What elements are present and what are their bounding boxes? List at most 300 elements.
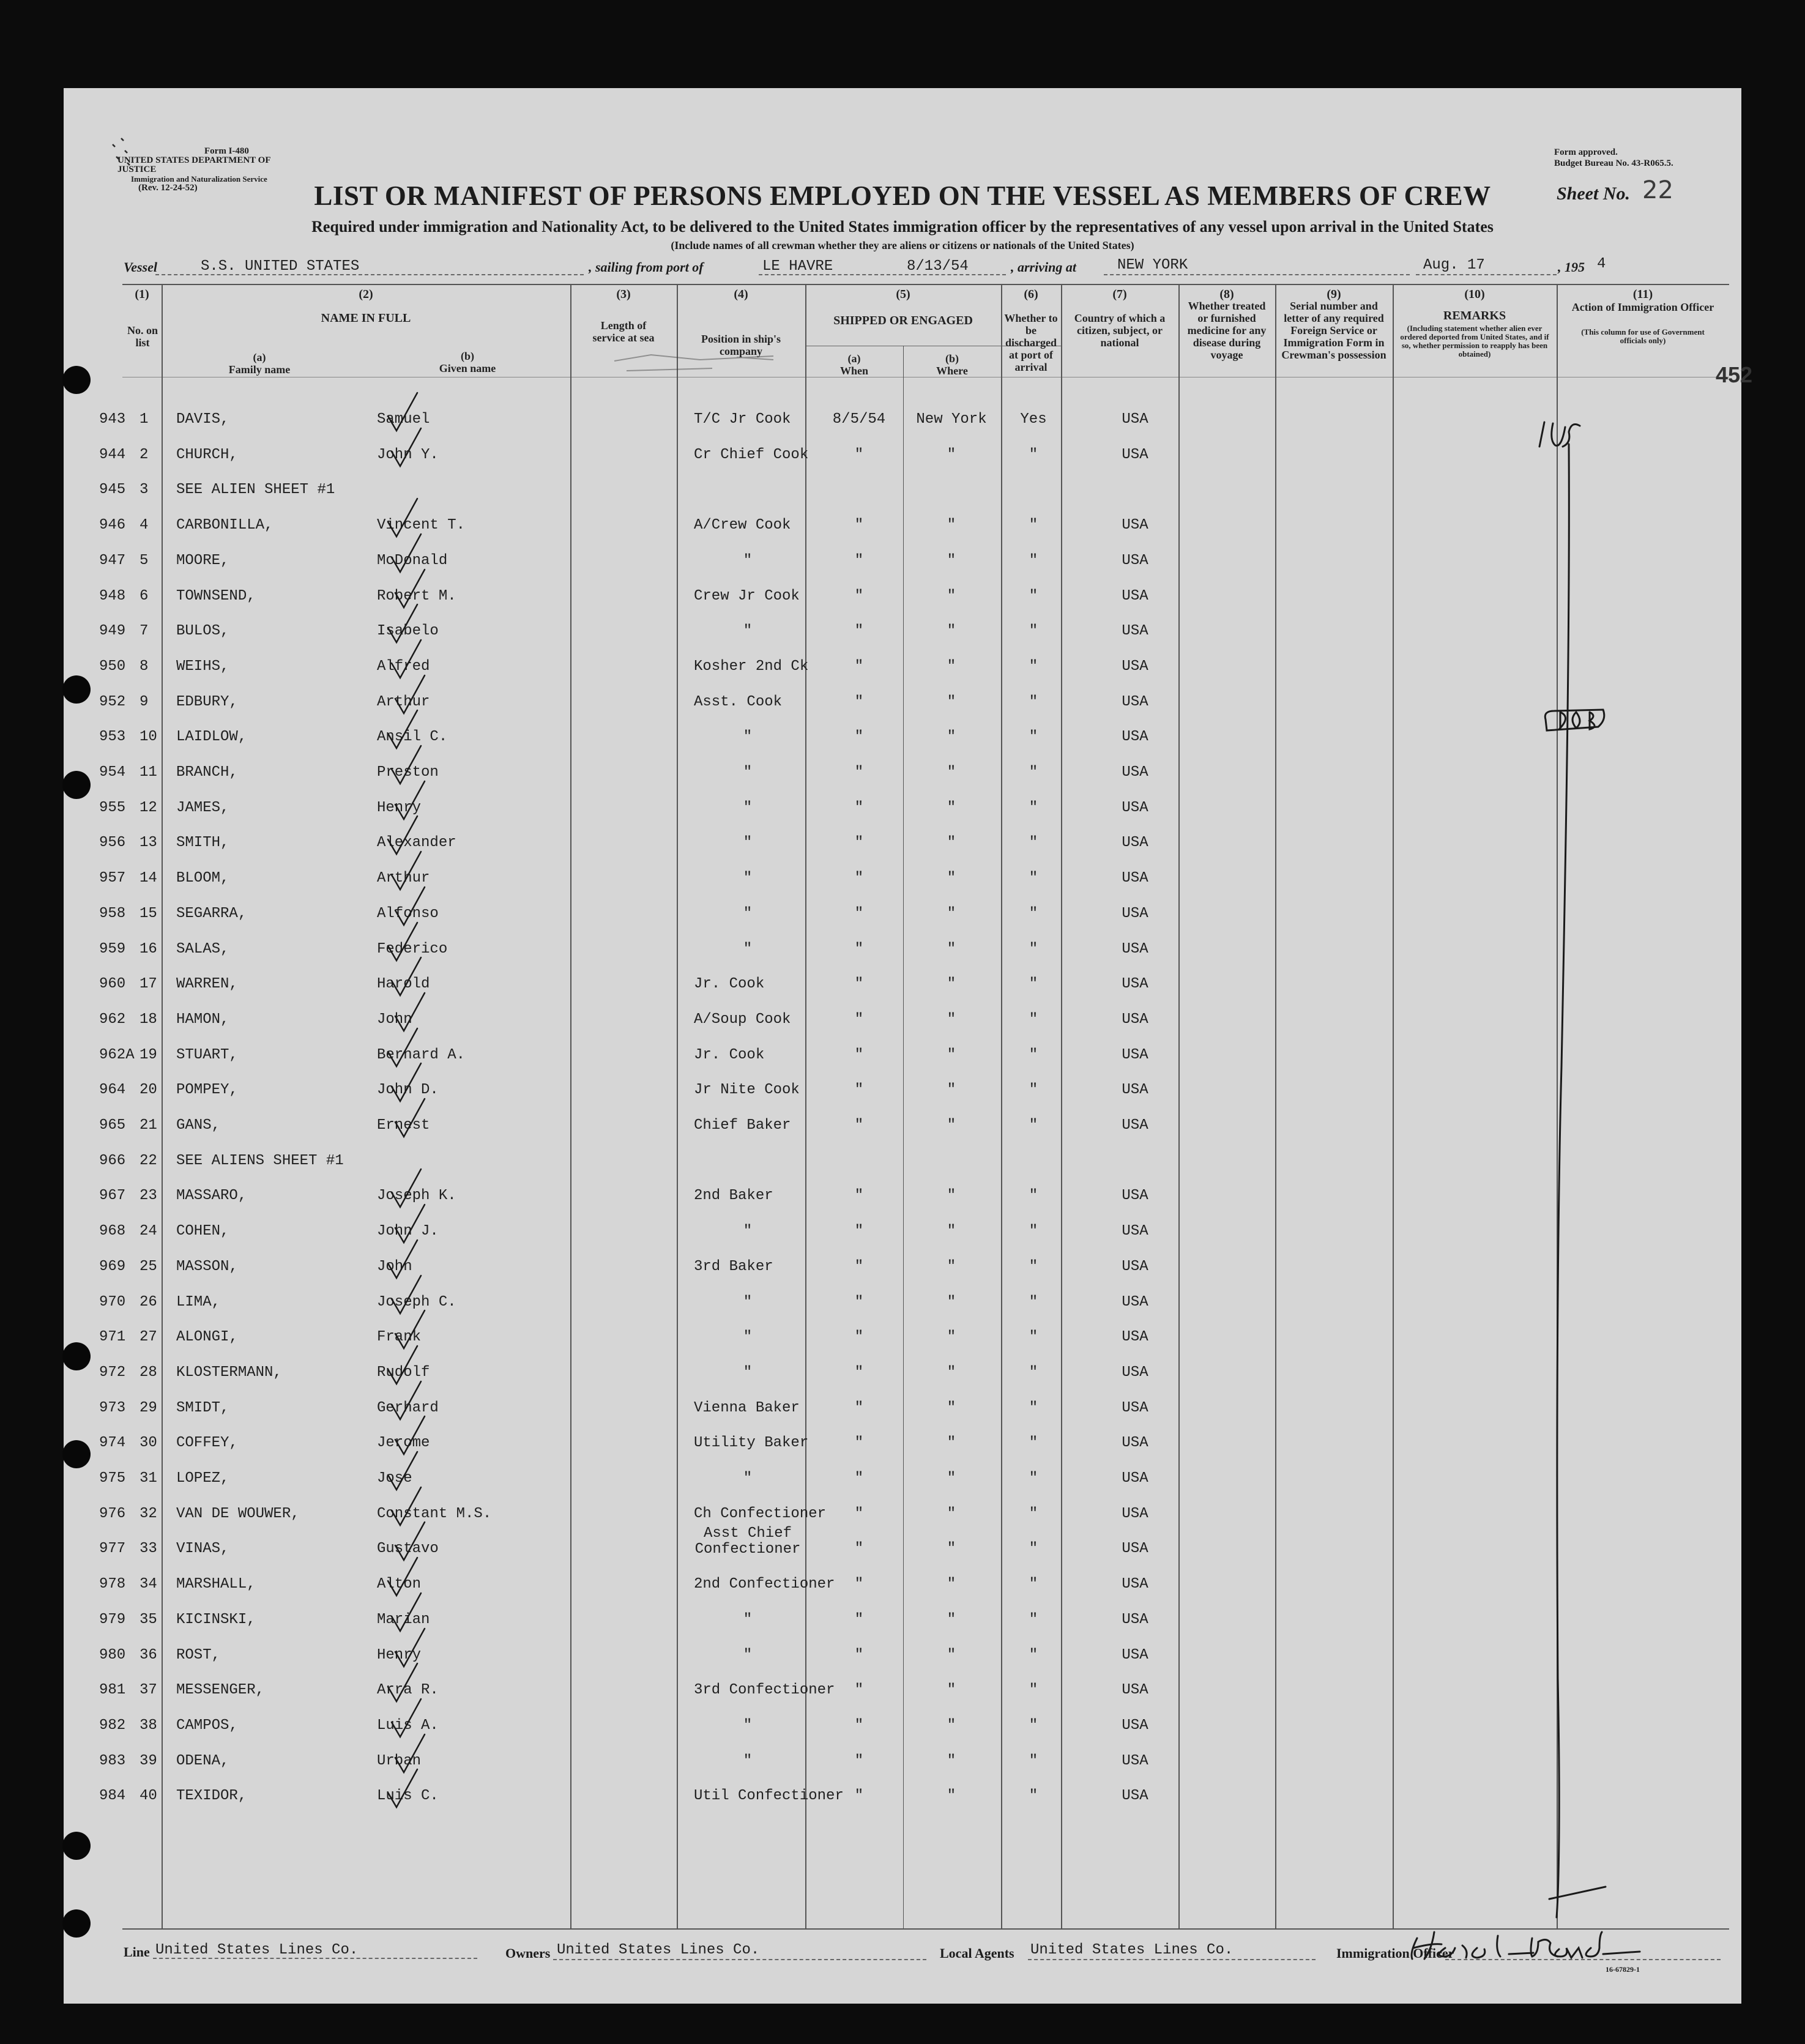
shipped-when: " (854, 1400, 864, 1416)
country: USA (1122, 517, 1148, 533)
position: Asst. Cook (694, 694, 783, 710)
table-row (64, 931, 1741, 968)
family-name: LAIDLOW, (176, 729, 247, 745)
col-10-note: (Including statement whether alien ever ordered deported from United States, and if so, whether permission to reapply has been obtained) (1400, 324, 1549, 359)
revision-date: (Rev. 12-24-52) (138, 183, 198, 193)
col-4-header: Position in ship's company (701, 333, 781, 357)
list-id: 983 (99, 1753, 126, 1769)
col-4-number: (4) (734, 288, 748, 301)
discharged: " (1029, 1788, 1038, 1804)
family-name: DAVIS, (176, 411, 229, 428)
list-id: 960 (99, 976, 126, 992)
country: USA (1122, 1082, 1148, 1098)
table-row (64, 1249, 1741, 1286)
agents-label: Local Agents (940, 1946, 1014, 1961)
given-name: Joseph C. (377, 1294, 456, 1310)
list-id: 962A (99, 1047, 135, 1063)
line-number: 12 (140, 800, 157, 816)
arrival-rule (1104, 274, 1410, 275)
family-name: MOORE, (176, 552, 229, 569)
discharged: " (1029, 623, 1038, 639)
discharged: " (1029, 1753, 1038, 1769)
discharged: " (1029, 694, 1038, 710)
position: " (743, 800, 753, 816)
sailing-date: 8/13/54 (907, 258, 969, 275)
footer (64, 1930, 1741, 1979)
country: USA (1122, 1576, 1148, 1592)
family-name: CAMPOS, (176, 1717, 238, 1734)
position: " (743, 623, 753, 639)
given-name: Constant M.S. (377, 1506, 492, 1522)
list-id: 953 (99, 729, 126, 745)
shipped-when: " (854, 1047, 864, 1063)
owners-rule (553, 1959, 926, 1960)
department-name: UNITED STATES DEPARTMENT OF JUSTICE (117, 155, 270, 174)
shipped-where: " (947, 1223, 956, 1239)
family-name: WEIHS, (176, 658, 229, 675)
shipped-where: " (947, 588, 956, 604)
shipped-when: " (854, 1258, 864, 1275)
country: USA (1122, 694, 1148, 710)
col-1-number: (1) (135, 288, 149, 301)
position: Crew Jr Cook (694, 588, 800, 604)
shipped-where: " (947, 905, 956, 922)
discharged: " (1029, 1294, 1038, 1310)
line-number: 37 (140, 1682, 157, 1698)
table-row (64, 1213, 1741, 1251)
col-5a-sub: (a) (847, 352, 861, 365)
given-name: John J. (377, 1223, 439, 1239)
position: " (743, 1647, 753, 1663)
family-name: MASSARO, (176, 1187, 247, 1204)
list-id: 964 (99, 1082, 126, 1098)
col-10-header: REMARKS (1443, 309, 1506, 322)
line-number: 23 (140, 1187, 157, 1204)
country: USA (1122, 729, 1148, 745)
country: USA (1122, 658, 1148, 675)
country: USA (1122, 1258, 1148, 1275)
shipped-when: " (854, 1753, 864, 1769)
position: " (743, 1753, 753, 1769)
family-name: SMIDT, (176, 1400, 229, 1416)
line-number: 4 (140, 517, 149, 533)
position: " (743, 941, 753, 957)
family-name: KLOSTERMANN, (176, 1364, 282, 1381)
given-name: Isabelo (377, 623, 439, 639)
shipped-where: " (947, 1435, 956, 1451)
position: " (743, 1329, 753, 1345)
line-number: 16 (140, 941, 157, 957)
shipped-when: " (854, 1682, 864, 1698)
col-6-header: Whether to be discharged at port of arrival (1004, 312, 1058, 373)
list-id: 950 (99, 658, 126, 675)
line-company: United States Lines Co. (155, 1942, 359, 1958)
line-number: 21 (140, 1117, 157, 1134)
col-2-header: NAME IN FULL (321, 311, 411, 325)
shipped-when: " (854, 729, 864, 745)
line-number: 33 (140, 1540, 157, 1557)
position: " (743, 552, 753, 569)
officer-rule (1445, 1959, 1721, 1960)
country: USA (1122, 1540, 1148, 1557)
table-row (64, 472, 1741, 509)
given-name: John (377, 1011, 412, 1028)
table-row (64, 719, 1741, 756)
family-name: BRANCH, (176, 764, 238, 781)
family-name: BLOOM, (176, 870, 229, 886)
form-approved: Form approved. (1554, 147, 1618, 157)
list-id: 978 (99, 1576, 126, 1592)
shipped-when: " (854, 1082, 864, 1098)
vessel-name: S.S. UNITED STATES (201, 258, 360, 275)
discharged: " (1029, 1223, 1038, 1239)
country: USA (1122, 800, 1148, 816)
shipped-when: " (854, 1294, 864, 1310)
country: USA (1122, 447, 1148, 463)
line-number: 6 (140, 588, 149, 604)
country: USA (1122, 1364, 1148, 1381)
country: USA (1122, 976, 1148, 992)
family-name: LIMA, (176, 1294, 221, 1310)
given-name: Federico (377, 941, 448, 957)
shipped-when: " (854, 905, 864, 922)
discharged: " (1029, 1682, 1038, 1698)
line-number: 25 (140, 1258, 157, 1275)
discharged: " (1029, 941, 1038, 957)
arrival-port: NEW YORK (1117, 257, 1188, 273)
position: Jr Nite Cook (694, 1082, 800, 1098)
shipped-when: " (854, 1611, 864, 1628)
line-number: 30 (140, 1435, 157, 1451)
discharged: " (1029, 834, 1038, 851)
shipped-where: " (947, 1682, 956, 1698)
shipped-where: " (947, 1294, 956, 1310)
table-row (64, 1778, 1741, 1815)
family-name: VAN DE WOUWER, (176, 1506, 300, 1522)
given-name: Urban (377, 1753, 422, 1769)
given-name: John (377, 1258, 412, 1275)
discharged: " (1029, 1082, 1038, 1098)
shipped-when: " (854, 1647, 864, 1663)
position: 3rd Baker (694, 1258, 773, 1275)
country: USA (1122, 1753, 1148, 1769)
given-name: Alton (377, 1576, 422, 1592)
country: USA (1122, 1011, 1148, 1028)
line-number: 8 (140, 658, 149, 675)
agents-company: United States Lines Co. (1030, 1942, 1234, 1958)
position: Ch Confectioner (694, 1506, 827, 1522)
position: Chief Baker (694, 1117, 791, 1134)
position: Jr. Cook (694, 976, 765, 992)
country: USA (1122, 1400, 1148, 1416)
voyage-line (64, 255, 1741, 279)
table-row (64, 1566, 1741, 1604)
position: " (743, 834, 753, 851)
line-number: 11 (140, 764, 157, 781)
col-2-number: (2) (359, 288, 373, 301)
shipped-where: " (947, 623, 956, 639)
approval-block (1554, 147, 1738, 169)
position: " (743, 870, 753, 886)
port-rule (759, 274, 1006, 275)
table-row (64, 825, 1741, 862)
given-name: Frank (377, 1329, 422, 1345)
line-label: Line (124, 1944, 150, 1960)
discharged: " (1029, 552, 1038, 569)
col-5a-header: When (839, 365, 868, 377)
table-row (64, 507, 1741, 544)
list-id: 979 (99, 1611, 126, 1628)
family-name: LOPEZ, (176, 1470, 229, 1487)
col-5b-header: Where (936, 365, 968, 377)
discharged: " (1029, 1258, 1038, 1275)
table-top-rule (122, 284, 1729, 285)
shipped-when: " (854, 1364, 864, 1381)
list-id: 965 (99, 1117, 126, 1134)
binder-hole (62, 1832, 91, 1860)
table-row (64, 684, 1741, 721)
list-id: 959 (99, 941, 126, 957)
discharged: " (1029, 976, 1038, 992)
given-name: Henry (377, 1647, 422, 1663)
country: USA (1122, 552, 1148, 569)
shipped-when: 8/5/54 (832, 411, 886, 428)
shipped-where: New York (916, 411, 987, 428)
line-number: 18 (140, 1011, 157, 1028)
margin-number: 452 (1716, 362, 1753, 387)
list-id: 954 (99, 764, 126, 781)
shipped-where: " (947, 1506, 956, 1522)
family-name: TOWNSEND, (176, 588, 256, 604)
table-row (64, 1107, 1741, 1145)
shipped-when: " (854, 834, 864, 851)
shipped-where: " (947, 1047, 956, 1063)
given-name: McDonald (377, 552, 448, 569)
sailing-label: , sailing from port of (589, 259, 704, 275)
country: USA (1122, 1329, 1148, 1345)
shipped-when: " (854, 1470, 864, 1487)
form-subtitle: Required under immigration and Nationality Act, to be delivered to the United States immigration officer by the representatives of any vessel upon arrival in the United States (311, 218, 1494, 236)
family-name: MASSON, (176, 1258, 238, 1275)
family-name: COHEN, (176, 1223, 229, 1239)
given-name: Preston (377, 764, 439, 781)
discharged: " (1029, 905, 1038, 922)
list-id: 971 (99, 1329, 126, 1345)
line-number: 15 (140, 905, 157, 922)
line-number: 19 (140, 1047, 157, 1063)
given-name: Bernard A. (377, 1047, 466, 1063)
shipped-where: " (947, 1011, 956, 1028)
col-1-header: No. on list (127, 324, 158, 349)
discharged: " (1029, 800, 1038, 816)
discharged: " (1029, 1717, 1038, 1734)
manifest-sheet (64, 88, 1753, 2004)
table-row (64, 754, 1741, 792)
shipped-when: " (854, 941, 864, 957)
shipped-where: " (947, 1788, 956, 1804)
position: Kosher 2nd Ck (694, 658, 809, 675)
officer-label: Immigration Officer (1336, 1946, 1454, 1961)
shipped-where: " (947, 1258, 956, 1275)
table-row (64, 790, 1741, 827)
position: A/Soup Cook (694, 1011, 791, 1028)
line-number: 28 (140, 1364, 157, 1381)
agents-rule (1028, 1959, 1316, 1960)
line-number: 40 (140, 1788, 157, 1804)
country: USA (1122, 588, 1148, 604)
discharged: " (1029, 1435, 1038, 1451)
shipped-when: " (854, 623, 864, 639)
line-number: 38 (140, 1717, 157, 1734)
shipped-when: " (854, 976, 864, 992)
table-row (64, 1355, 1741, 1392)
family-name: COFFEY, (176, 1435, 238, 1451)
line-number: 3 (140, 481, 149, 498)
line-number: 1 (140, 411, 149, 428)
discharged: " (1029, 1187, 1038, 1204)
year-digit: 4 (1597, 256, 1606, 272)
col-6-number: (6) (1024, 288, 1038, 301)
list-id: 977 (99, 1540, 126, 1557)
given-name: Luis A. (377, 1717, 439, 1734)
given-name: Arthur (377, 870, 430, 886)
country: USA (1122, 1647, 1148, 1663)
discharged: " (1029, 1364, 1038, 1381)
line-number: 14 (140, 870, 157, 886)
list-id: 980 (99, 1647, 126, 1663)
table-row (64, 1525, 1741, 1568)
shipped-when: " (854, 764, 864, 781)
family-name: SEE ALIEN SHEET #1 (176, 481, 335, 498)
col-3-header: Length of service at sea (592, 319, 655, 344)
col-3-number: (3) (616, 288, 631, 301)
shipped-where: " (947, 764, 956, 781)
position: " (743, 1470, 753, 1487)
line-number: 7 (140, 623, 149, 639)
given-name: Jose (377, 1470, 412, 1487)
discharged: " (1029, 1117, 1038, 1134)
page-title: LIST OR MANIFEST OF PERSONS EMPLOYED ON THE VESSEL AS MEMBERS OF CREW (314, 180, 1491, 211)
position: 2nd Baker (694, 1187, 773, 1204)
discharged: " (1029, 658, 1038, 675)
discharged: " (1029, 1611, 1038, 1628)
list-id: 948 (99, 588, 126, 604)
family-name: JAMES, (176, 800, 229, 816)
line-number: 35 (140, 1611, 157, 1628)
given-name: Marian (377, 1611, 430, 1628)
family-name: ALONGI, (176, 1329, 238, 1345)
given-name: Alfred (377, 658, 430, 675)
list-id: 949 (99, 623, 126, 639)
country: USA (1122, 411, 1148, 428)
family-name: POMPEY, (176, 1082, 238, 1098)
given-name: Rudolf (377, 1364, 430, 1381)
line-number: 10 (140, 729, 157, 745)
country: USA (1122, 834, 1148, 851)
line-number: 17 (140, 976, 157, 992)
shipped-where: " (947, 1400, 956, 1416)
budget-bureau: Budget Bureau No. 43-R065.5. (1554, 158, 1673, 168)
position: Util Confectioner (694, 1788, 844, 1804)
table-row (64, 1637, 1741, 1674)
col-10-number: (10) (1464, 288, 1485, 301)
given-name: John D. (377, 1082, 439, 1098)
list-id: 982 (99, 1717, 126, 1734)
shipped-when: " (854, 1329, 864, 1345)
family-name: GANS, (176, 1117, 221, 1134)
list-id: 970 (99, 1294, 126, 1310)
position: T/C Jr Cook (694, 411, 791, 428)
line-number: 9 (140, 694, 149, 710)
given-name: Luis C. (377, 1788, 439, 1804)
table-row (64, 401, 1741, 439)
list-id: 945 (99, 481, 126, 498)
table-row (64, 543, 1741, 580)
sailing-port: LE HAVRE (762, 258, 833, 275)
family-name: HAMON, (176, 1011, 229, 1028)
col-11-number: (11) (1632, 288, 1653, 301)
table-row (64, 966, 1741, 1003)
discharged: " (1029, 447, 1038, 463)
list-id: 984 (99, 1788, 126, 1804)
country: USA (1122, 1470, 1148, 1487)
country: USA (1122, 941, 1148, 957)
list-id: 969 (99, 1258, 126, 1275)
position: " (743, 1717, 753, 1734)
line-number: 31 (140, 1470, 157, 1487)
owners-label: Owners (505, 1946, 551, 1961)
list-id: 968 (99, 1223, 126, 1239)
discharged: " (1029, 517, 1038, 533)
shipped-where: " (947, 941, 956, 957)
position: " (743, 764, 753, 781)
table-row (64, 1072, 1741, 1109)
discharged: " (1029, 1400, 1038, 1416)
shipped-when: " (854, 447, 864, 463)
list-id: 974 (99, 1435, 126, 1451)
shipped-where: " (947, 694, 956, 710)
given-name: Alfonso (377, 905, 439, 922)
family-name: SEGARRA, (176, 905, 247, 922)
table-row (64, 1743, 1741, 1780)
list-id: 972 (99, 1364, 126, 1381)
position: " (743, 1611, 753, 1628)
shipped-where: " (947, 1187, 956, 1204)
position: Asst Chief Confectioner (694, 1525, 801, 1558)
table-row (64, 1390, 1741, 1427)
col-5-header: SHIPPED OR ENGAGED (833, 314, 973, 327)
country: USA (1122, 1788, 1148, 1804)
position: " (743, 1364, 753, 1381)
country: USA (1122, 1717, 1148, 1734)
discharged: " (1029, 764, 1038, 781)
discharged: " (1029, 729, 1038, 745)
line-number: 27 (140, 1329, 157, 1345)
family-name: ROST, (176, 1647, 221, 1663)
shipped-when: " (854, 800, 864, 816)
shipped-when: " (854, 870, 864, 886)
given-name: Robert M. (377, 588, 456, 604)
given-name: John Y. (377, 447, 439, 463)
list-id: 981 (99, 1682, 126, 1698)
year-label: , 195 (1558, 259, 1585, 275)
table-row (64, 1425, 1741, 1462)
table-row (64, 1460, 1741, 1498)
table-row (64, 1319, 1741, 1356)
country: USA (1122, 1435, 1148, 1451)
list-id: 967 (99, 1187, 126, 1204)
shipped-where: " (947, 1611, 956, 1628)
